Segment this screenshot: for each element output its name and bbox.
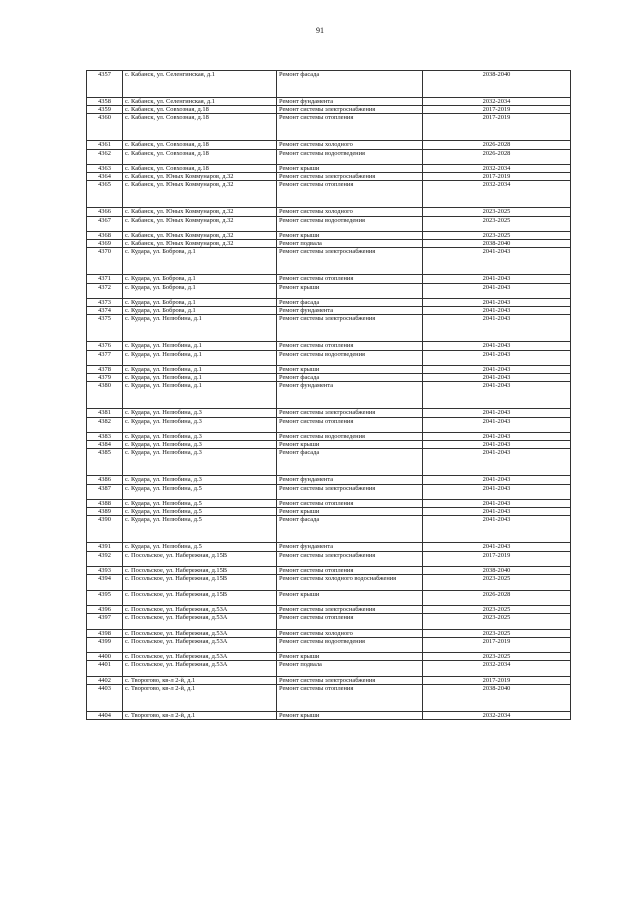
table-row <box>87 417 571 432</box>
term-cell: 2041-2043 <box>423 342 571 350</box>
work-type-cell: Ремонт системы электроснабжения <box>277 676 423 684</box>
work-type-cell: Ремонт системы водоотведения <box>277 149 423 164</box>
table-row <box>87 614 571 629</box>
row-number-cell: 4361 <box>87 141 123 149</box>
row-number-cell: 4367 <box>87 216 123 231</box>
table-row <box>87 476 571 484</box>
term-cell: 2041-2043 <box>423 433 571 441</box>
work-type-cell: Ремонт системы холодного <box>277 141 423 149</box>
term-cell: 2026-2028 <box>423 590 571 605</box>
address-cell: с. Кудара, ул. Нелюбина, д.1 <box>123 366 277 374</box>
table-row <box>87 567 571 575</box>
term-cell: 2023-2025 <box>423 208 571 216</box>
work-type-cell: Ремонт системы отопления <box>277 114 423 141</box>
address-cell: с. Творогово, кв-л 2-й, д.1 <box>123 676 277 684</box>
work-type-cell: Ремонт крыши <box>277 283 423 298</box>
address-cell: с. Кудара, ул. Нелюбина, д.5 <box>123 516 277 543</box>
table-row <box>87 653 571 661</box>
address-cell: с. Кудара, ул. Нелюбина, д.3 <box>123 417 277 432</box>
term-cell: 2041-2043 <box>423 299 571 307</box>
address-cell: с. Кудара, ул. Боброва, д.1 <box>123 307 277 315</box>
table-row <box>87 248 571 275</box>
address-cell: с. Кабанск, ул. Совхозная, д.18 <box>123 106 277 114</box>
term-cell: 2038-2040 <box>423 684 571 711</box>
term-cell: 2038-2040 <box>423 567 571 575</box>
work-type-cell: Ремонт фасада <box>277 516 423 543</box>
term-cell: 2041-2043 <box>423 275 571 283</box>
table-row <box>87 283 571 298</box>
row-number-cell: 4396 <box>87 605 123 613</box>
term-cell: 2017-2019 <box>423 676 571 684</box>
table-row <box>87 590 571 605</box>
address-cell: с. Кудара, ул. Нелюбина, д.1 <box>123 342 277 350</box>
work-type-cell: Ремонт крыши <box>277 590 423 605</box>
table-row <box>87 409 571 417</box>
row-number-cell: 4393 <box>87 567 123 575</box>
term-cell: 2041-2043 <box>423 449 571 476</box>
row-number-cell: 4395 <box>87 590 123 605</box>
address-cell: с. Кудара, ул. Нелюбина, д.1 <box>123 382 277 409</box>
address-cell: с. Кудара, ул. Боброва, д.1 <box>123 283 277 298</box>
table-row <box>87 216 571 231</box>
term-cell: 2017-2019 <box>423 114 571 141</box>
term-cell: 2041-2043 <box>423 366 571 374</box>
table-row <box>87 508 571 516</box>
table-row <box>87 551 571 566</box>
term-cell: 2017-2019 <box>423 551 571 566</box>
term-cell: 2038-2040 <box>423 240 571 248</box>
row-number-cell: 4377 <box>87 350 123 365</box>
term-cell: 2041-2043 <box>423 248 571 275</box>
term-cell: 2041-2043 <box>423 374 571 382</box>
address-cell: с. Посольское, ул. Набережная, д.15В <box>123 551 277 566</box>
table-row <box>87 637 571 652</box>
term-cell: 2041-2043 <box>423 543 571 551</box>
row-number-cell: 4375 <box>87 315 123 342</box>
work-type-cell: Ремонт крыши <box>277 165 423 173</box>
table-row <box>87 232 571 240</box>
address-cell: с. Кабанск, ул. Совхозная, д.18 <box>123 149 277 164</box>
work-type-cell: Ремонт системы отопления <box>277 567 423 575</box>
table-row <box>87 299 571 307</box>
term-cell: 2041-2043 <box>423 417 571 432</box>
work-type-cell: Ремонт системы электроснабжения <box>277 409 423 417</box>
table-row <box>87 684 571 711</box>
work-type-cell: Ремонт системы холодного <box>277 208 423 216</box>
address-cell: с. Посольское, ул. Набережная, д.15В <box>123 575 277 590</box>
row-number-cell: 4386 <box>87 476 123 484</box>
row-number-cell: 4399 <box>87 637 123 652</box>
row-number-cell: 4372 <box>87 283 123 298</box>
table-row <box>87 149 571 164</box>
row-number-cell: 4397 <box>87 614 123 629</box>
term-cell: 2041-2043 <box>423 516 571 543</box>
address-cell: с. Посольское, ул. Набережная, д.53А <box>123 637 277 652</box>
work-type-cell: Ремонт системы холодного водоснабжения <box>277 575 423 590</box>
work-type-cell: Ремонт системы водоотведения <box>277 350 423 365</box>
repair-schedule-body <box>87 71 571 720</box>
address-cell: с. Кудара, ул. Нелюбина, д.3 <box>123 449 277 476</box>
row-number-cell: 4357 <box>87 71 123 98</box>
address-cell: с. Кабанск, ул. Юных Коммунаров, д.32 <box>123 216 277 231</box>
address-cell: с. Кудара, ул. Боброва, д.1 <box>123 299 277 307</box>
row-number-cell: 4403 <box>87 684 123 711</box>
row-number-cell: 4364 <box>87 173 123 181</box>
table-row <box>87 374 571 382</box>
term-cell: 2041-2043 <box>423 500 571 508</box>
address-cell: с. Творогово, кв-л 2-й, д.1 <box>123 711 277 719</box>
term-cell: 2041-2043 <box>423 315 571 342</box>
row-number-cell: 4382 <box>87 417 123 432</box>
work-type-cell: Ремонт системы отопления <box>277 500 423 508</box>
table-row <box>87 382 571 409</box>
address-cell: с. Кудара, ул. Нелюбина, д.5 <box>123 543 277 551</box>
term-cell: 2023-2025 <box>423 629 571 637</box>
row-number-cell: 4366 <box>87 208 123 216</box>
address-cell: с. Творогово, кв-л 2-й, д.1 <box>123 684 277 711</box>
table-row <box>87 500 571 508</box>
term-cell: 2026-2028 <box>423 141 571 149</box>
address-cell: с. Кабанск, ул. Селенгинская, д.1 <box>123 98 277 106</box>
address-cell: с. Кудара, ул. Нелюбина, д.5 <box>123 484 277 499</box>
address-cell: с. Кудара, ул. Нелюбина, д.3 <box>123 409 277 417</box>
work-type-cell: Ремонт системы холодного <box>277 629 423 637</box>
address-cell: с. Посольское, ул. Набережная, д.53А <box>123 661 277 676</box>
table-row <box>87 181 571 208</box>
table-row <box>87 98 571 106</box>
row-number-cell: 4358 <box>87 98 123 106</box>
term-cell: 2041-2043 <box>423 508 571 516</box>
address-cell: с. Кудара, ул. Нелюбина, д.3 <box>123 433 277 441</box>
row-number-cell: 4398 <box>87 629 123 637</box>
work-type-cell: Ремонт крыши <box>277 441 423 449</box>
work-type-cell: Ремонт фундамента <box>277 307 423 315</box>
work-type-cell: Ремонт фасада <box>277 374 423 382</box>
row-number-cell: 4383 <box>87 433 123 441</box>
row-number-cell: 4363 <box>87 165 123 173</box>
row-number-cell: 4401 <box>87 661 123 676</box>
work-type-cell: Ремонт крыши <box>277 508 423 516</box>
row-number-cell: 4385 <box>87 449 123 476</box>
work-type-cell: Ремонт системы водоотведения <box>277 216 423 231</box>
work-type-cell: Ремонт фундамента <box>277 476 423 484</box>
address-cell: с. Посольское, ул. Набережная, д.15В <box>123 590 277 605</box>
work-type-cell: Ремонт крыши <box>277 653 423 661</box>
row-number-cell: 4370 <box>87 248 123 275</box>
work-type-cell: Ремонт системы электроснабжения <box>277 605 423 613</box>
row-number-cell: 4368 <box>87 232 123 240</box>
term-cell: 2032-2034 <box>423 98 571 106</box>
work-type-cell: Ремонт системы электроснабжения <box>277 248 423 275</box>
row-number-cell: 4373 <box>87 299 123 307</box>
work-type-cell: Ремонт фундамента <box>277 543 423 551</box>
table-row <box>87 543 571 551</box>
table-row <box>87 516 571 543</box>
table-row <box>87 575 571 590</box>
table-row <box>87 441 571 449</box>
address-cell: с. Посольское, ул. Набережная, д.53А <box>123 653 277 661</box>
row-number-cell: 4360 <box>87 114 123 141</box>
table-row <box>87 275 571 283</box>
work-type-cell: Ремонт крыши <box>277 366 423 374</box>
term-cell: 2041-2043 <box>423 484 571 499</box>
work-type-cell: Ремонт системы водоотведения <box>277 637 423 652</box>
address-cell: с. Посольское, ул. Набережная, д.15В <box>123 567 277 575</box>
work-type-cell: Ремонт системы электроснабжения <box>277 106 423 114</box>
term-cell: 2023-2025 <box>423 232 571 240</box>
table-row <box>87 173 571 181</box>
table-row <box>87 307 571 315</box>
term-cell: 2023-2025 <box>423 575 571 590</box>
row-number-cell: 4362 <box>87 149 123 164</box>
row-number-cell: 4359 <box>87 106 123 114</box>
table-row <box>87 676 571 684</box>
row-number-cell: 4387 <box>87 484 123 499</box>
address-cell: с. Кабанск, ул. Селенгинская, д.1 <box>123 71 277 98</box>
table-row <box>87 240 571 248</box>
row-number-cell: 4381 <box>87 409 123 417</box>
address-cell: с. Кабанск, ул. Юных Коммунаров, д.32 <box>123 232 277 240</box>
address-cell: с. Посольское, ул. Набережная, д.53А <box>123 629 277 637</box>
table-row <box>87 342 571 350</box>
table-row <box>87 350 571 365</box>
row-number-cell: 4389 <box>87 508 123 516</box>
term-cell: 2041-2043 <box>423 382 571 409</box>
work-type-cell: Ремонт фундамента <box>277 382 423 409</box>
row-number-cell: 4371 <box>87 275 123 283</box>
row-number-cell: 4379 <box>87 374 123 382</box>
work-type-cell: Ремонт подвала <box>277 661 423 676</box>
work-type-cell: Ремонт системы электроснабжения <box>277 315 423 342</box>
row-number-cell: 4369 <box>87 240 123 248</box>
address-cell: с. Кудара, ул. Нелюбина, д.1 <box>123 315 277 342</box>
repair-schedule-table <box>86 70 571 720</box>
table-row <box>87 605 571 613</box>
address-cell: с. Кудара, ул. Нелюбина, д.3 <box>123 441 277 449</box>
row-number-cell: 4394 <box>87 575 123 590</box>
term-cell: 2041-2043 <box>423 307 571 315</box>
row-number-cell: 4388 <box>87 500 123 508</box>
term-cell: 2041-2043 <box>423 409 571 417</box>
term-cell: 2026-2028 <box>423 149 571 164</box>
table-row <box>87 629 571 637</box>
term-cell: 2017-2019 <box>423 173 571 181</box>
address-cell: с. Посольское, ул. Набережная, д.53А <box>123 614 277 629</box>
table-row <box>87 711 571 719</box>
row-number-cell: 4374 <box>87 307 123 315</box>
table-row <box>87 71 571 98</box>
term-cell: 2017-2019 <box>423 106 571 114</box>
work-type-cell: Ремонт системы отопления <box>277 342 423 350</box>
table-row <box>87 106 571 114</box>
work-type-cell: Ремонт крыши <box>277 232 423 240</box>
table-row <box>87 661 571 676</box>
row-number-cell: 4391 <box>87 543 123 551</box>
address-cell: с. Кабанск, ул. Юных Коммунаров, д.32 <box>123 173 277 181</box>
row-number-cell: 4390 <box>87 516 123 543</box>
row-number-cell: 4376 <box>87 342 123 350</box>
table-row <box>87 433 571 441</box>
page-number: 91 <box>316 26 324 35</box>
term-cell: 2038-2040 <box>423 71 571 98</box>
work-type-cell: Ремонт системы электроснабжения <box>277 173 423 181</box>
address-cell: с. Кудара, ул. Боброва, д.1 <box>123 248 277 275</box>
address-cell: с. Кудара, ул. Нелюбина, д.5 <box>123 508 277 516</box>
term-cell: 2041-2043 <box>423 350 571 365</box>
table-row <box>87 208 571 216</box>
work-type-cell: Ремонт фундамента <box>277 98 423 106</box>
work-type-cell: Ремонт системы электроснабжения <box>277 551 423 566</box>
term-cell: 2041-2043 <box>423 476 571 484</box>
row-number-cell: 4404 <box>87 711 123 719</box>
term-cell: 2032-2034 <box>423 181 571 208</box>
work-type-cell: Ремонт системы водоотведения <box>277 433 423 441</box>
term-cell: 2032-2034 <box>423 661 571 676</box>
row-number-cell: 4378 <box>87 366 123 374</box>
term-cell: 2023-2025 <box>423 614 571 629</box>
term-cell: 2041-2043 <box>423 441 571 449</box>
term-cell: 2023-2025 <box>423 653 571 661</box>
table-row <box>87 165 571 173</box>
work-type-cell: Ремонт системы электроснабжения <box>277 484 423 499</box>
address-cell: с. Кабанск, ул. Совхозная, д.18 <box>123 141 277 149</box>
term-cell: 2041-2043 <box>423 283 571 298</box>
table-row <box>87 484 571 499</box>
work-type-cell: Ремонт системы отопления <box>277 181 423 208</box>
address-cell: с. Кабанск, ул. Юных Коммунаров, д.32 <box>123 208 277 216</box>
work-type-cell: Ремонт системы отопления <box>277 275 423 283</box>
work-type-cell: Ремонт системы отопления <box>277 684 423 711</box>
term-cell: 2032-2034 <box>423 711 571 719</box>
address-cell: с. Посольское, ул. Набережная, д.53А <box>123 605 277 613</box>
address-cell: с. Кабанск, ул. Юных Коммунаров, д.32 <box>123 240 277 248</box>
term-cell: 2032-2034 <box>423 165 571 173</box>
row-number-cell: 4380 <box>87 382 123 409</box>
work-type-cell: Ремонт крыши <box>277 711 423 719</box>
table-row <box>87 114 571 141</box>
work-type-cell: Ремонт фасада <box>277 449 423 476</box>
work-type-cell: Ремонт системы отопления <box>277 417 423 432</box>
table-row <box>87 366 571 374</box>
address-cell: с. Кабанск, ул. Совхозная, д.18 <box>123 165 277 173</box>
address-cell: с. Кудара, ул. Боброва, д.1 <box>123 275 277 283</box>
address-cell: с. Кудара, ул. Нелюбина, д.1 <box>123 350 277 365</box>
row-number-cell: 4384 <box>87 441 123 449</box>
address-cell: с. Кудара, ул. Нелюбина, д.3 <box>123 476 277 484</box>
table-row <box>87 141 571 149</box>
term-cell: 2023-2025 <box>423 605 571 613</box>
work-type-cell: Ремонт фасада <box>277 299 423 307</box>
work-type-cell: Ремонт фасада <box>277 71 423 98</box>
work-type-cell: Ремонт системы отопления <box>277 614 423 629</box>
row-number-cell: 4392 <box>87 551 123 566</box>
address-cell: с. Кудара, ул. Нелюбина, д.5 <box>123 500 277 508</box>
term-cell: 2017-2019 <box>423 637 571 652</box>
row-number-cell: 4365 <box>87 181 123 208</box>
address-cell: с. Кудара, ул. Нелюбина, д.1 <box>123 374 277 382</box>
work-type-cell: Ремонт подвала <box>277 240 423 248</box>
row-number-cell: 4402 <box>87 676 123 684</box>
table-row <box>87 449 571 476</box>
address-cell: с. Кабанск, ул. Совхозная, д.18 <box>123 114 277 141</box>
row-number-cell: 4400 <box>87 653 123 661</box>
address-cell: с. Кабанск, ул. Юных Коммунаров, д.32 <box>123 181 277 208</box>
term-cell: 2023-2025 <box>423 216 571 231</box>
table-row <box>87 315 571 342</box>
